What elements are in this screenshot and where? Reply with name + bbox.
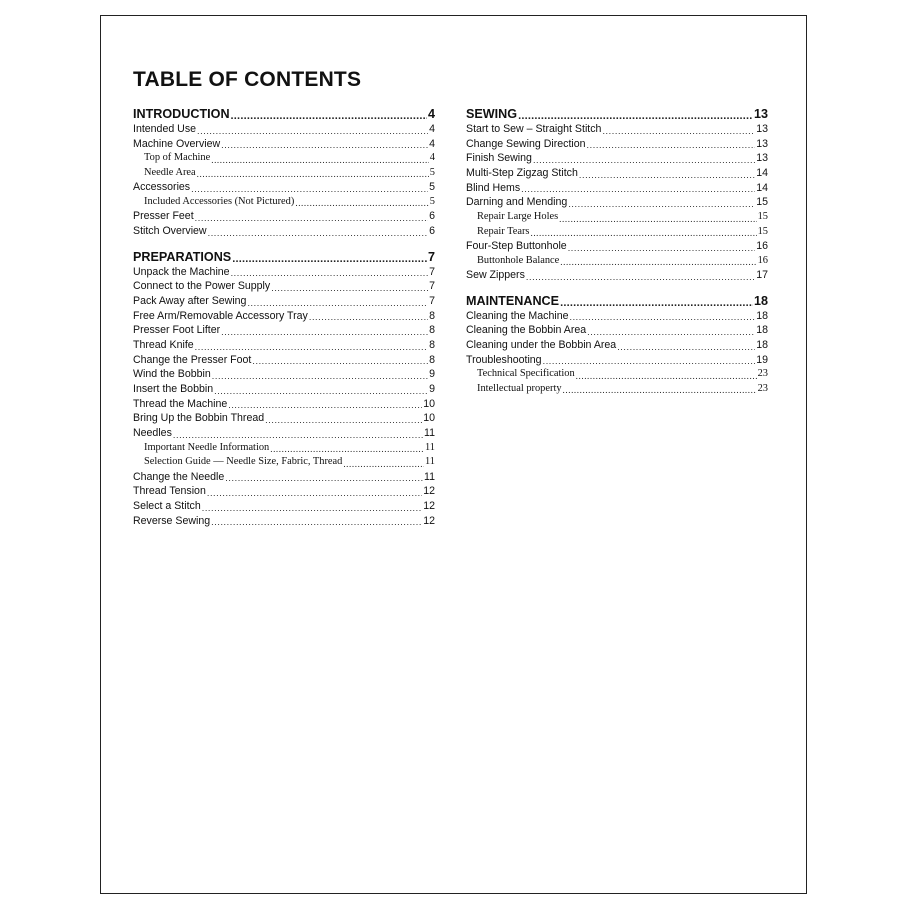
toc-page-number: 12 — [423, 500, 435, 512]
toc-page-number: 9 — [429, 368, 435, 381]
toc-entry-title: Troubleshooting — [466, 353, 542, 366]
toc-page-number: 9 — [429, 383, 435, 396]
toc-entry-title: Multi-Step Zigzag Stitch — [466, 167, 578, 180]
dot-leader — [225, 473, 423, 484]
toc-entry[interactable] — [466, 309, 768, 324]
toc-page-number: 15 — [757, 225, 768, 237]
toc-subentry[interactable] — [133, 441, 435, 455]
toc-entry-title: Presser Feet — [133, 210, 194, 223]
toc-entry[interactable] — [133, 265, 435, 280]
toc-page-number: 17 — [756, 268, 768, 281]
dot-leader — [212, 371, 428, 382]
toc-page-number: 12 — [423, 485, 435, 498]
toc-entry-title: Technical Specification — [477, 368, 575, 380]
dot-leader — [530, 228, 756, 239]
dot-leader — [247, 298, 428, 309]
dot-leader — [252, 356, 428, 367]
dot-leader — [563, 385, 757, 396]
toc-entry[interactable] — [466, 338, 768, 353]
toc-entry-title: Cleaning under the Bobbin Area — [466, 339, 617, 352]
dot-leader — [202, 503, 422, 514]
dot-leader — [270, 444, 424, 455]
toc-entry-title: Free Arm/Removable Accessory Tray — [133, 309, 308, 322]
toc-entry-title: Machine Overview — [133, 137, 221, 150]
dot-leader — [214, 386, 428, 397]
toc-entry-title: SEWING — [466, 107, 518, 121]
toc-page-number: 23 — [757, 382, 768, 394]
dot-leader — [560, 297, 753, 309]
toc-entry-title: Wind the Bobbin — [133, 368, 211, 381]
toc-column-right — [466, 106, 768, 406]
dot-leader — [295, 198, 428, 209]
toc-entry[interactable] — [133, 367, 435, 382]
toc-entry-title: Thread Knife — [133, 339, 194, 352]
toc-entry[interactable] — [466, 137, 768, 152]
toc-entry[interactable] — [466, 151, 768, 166]
toc-page-number: 14 — [756, 181, 768, 194]
toc-entry[interactable] — [133, 397, 435, 412]
toc-entry-title: Presser Foot Lifter — [133, 324, 221, 337]
toc-page-number: 10 — [423, 397, 435, 410]
dot-leader — [309, 312, 428, 323]
toc-page-number: 16 — [756, 239, 768, 252]
toc-column-left — [133, 106, 435, 538]
toc-entry-title: Finish Sewing — [466, 152, 532, 165]
toc-entry[interactable] — [466, 323, 768, 338]
dot-leader — [576, 371, 757, 382]
dot-leader — [191, 184, 428, 195]
toc-entry-title: PREPARATIONS — [133, 249, 232, 264]
toc-entry-title: Cleaning the Bobbin Area — [466, 324, 587, 337]
toc-subentry[interactable] — [133, 151, 435, 165]
toc-entry-title: Connect to the Power Supply — [133, 280, 271, 293]
toc-page-number: 5 — [429, 181, 435, 194]
toc-entry[interactable] — [133, 279, 435, 294]
toc-page-number: 11 — [424, 427, 435, 440]
toc-page-number: 7 — [427, 249, 435, 264]
dot-leader — [221, 140, 428, 151]
toc-entry-title: Start to Sew – Straight Stitch — [466, 122, 602, 135]
toc-entry-title: Darning and Mending — [466, 196, 568, 209]
toc-entry[interactable] — [133, 224, 435, 239]
toc-entry-title: Reverse Sewing — [133, 514, 211, 527]
dot-leader — [521, 184, 755, 195]
page-title: TABLE OF CONTENTS — [133, 68, 362, 91]
toc-subentry[interactable] — [466, 382, 768, 396]
toc-entry-title: Top of Machine — [144, 152, 211, 164]
toc-entry-title: Important Needle Information — [144, 441, 270, 453]
toc-entry-title: Needle Area — [144, 166, 196, 178]
toc-entry-title: Buttonhole Balance — [477, 254, 560, 266]
toc-entry[interactable] — [133, 122, 435, 137]
toc-entry[interactable] — [133, 294, 435, 309]
dot-leader — [518, 110, 753, 122]
dot-leader — [560, 257, 756, 268]
toc-entry[interactable] — [466, 122, 768, 137]
toc-page-number: 6 — [429, 224, 435, 237]
dot-leader — [231, 268, 429, 279]
dot-leader — [533, 155, 755, 166]
dot-leader — [568, 199, 755, 210]
toc-subentry[interactable] — [466, 254, 768, 268]
dot-leader — [602, 126, 755, 137]
toc-page-number: 15 — [756, 196, 768, 209]
dot-leader — [569, 312, 755, 323]
toc-page-number: 4 — [429, 137, 435, 150]
toc-page-number: 5 — [429, 195, 435, 207]
toc-page-number: 4 — [429, 122, 435, 135]
dot-leader — [559, 214, 756, 225]
toc-entry-title: Select a Stitch — [133, 500, 201, 512]
toc-entry-title: Selection Guide — Needle Size, Fabric, Thread — [144, 456, 343, 468]
toc-entry[interactable] — [133, 309, 435, 324]
toc-entry-title: MAINTENANCE — [466, 293, 560, 308]
toc-entry[interactable] — [133, 382, 435, 397]
toc-entry-title: Bring Up the Bobbin Thread — [133, 412, 265, 425]
toc-entry-title: Intellectual property — [477, 382, 562, 394]
toc-page-number: 14 — [756, 167, 768, 180]
dot-leader — [195, 213, 428, 224]
dot-leader — [271, 283, 428, 294]
toc-entry[interactable] — [133, 499, 435, 514]
toc-section — [466, 106, 768, 283]
toc-page-number: 4 — [429, 152, 435, 164]
toc-entry-title: Intended Use — [133, 122, 197, 135]
toc-page-number: 8 — [429, 324, 435, 337]
dot-leader — [526, 272, 755, 283]
dot-leader — [173, 430, 423, 441]
toc-subentry[interactable] — [133, 166, 435, 180]
dot-leader — [221, 327, 428, 338]
toc-entry-title: Insert the Bobbin — [133, 383, 214, 396]
dot-leader — [587, 327, 755, 338]
toc-entry[interactable] — [466, 166, 768, 181]
toc-entry-title: Change Sewing Direction — [466, 137, 586, 150]
dot-leader — [228, 400, 422, 411]
dot-leader — [265, 415, 422, 426]
dot-leader — [231, 110, 427, 122]
dot-leader — [197, 126, 428, 137]
toc-section — [466, 293, 768, 397]
toc-page-number: 11 — [424, 441, 435, 453]
toc-entry-title: Repair Large Holes — [477, 211, 559, 223]
toc-page-number: 6 — [429, 210, 435, 223]
toc-section-heading[interactable] — [466, 106, 768, 122]
toc-page-number: 7 — [429, 265, 435, 278]
toc-entry-title: Sew Zippers — [466, 268, 525, 281]
toc-page-number: 18 — [753, 293, 768, 308]
toc-entry[interactable] — [133, 338, 435, 353]
toc-subentry[interactable] — [133, 195, 435, 209]
toc-subentry[interactable] — [466, 210, 768, 224]
toc-page-number: 7 — [429, 280, 435, 293]
toc-entry[interactable] — [133, 180, 435, 195]
toc-page-number: 13 — [756, 137, 768, 150]
toc-entry[interactable] — [133, 353, 435, 368]
dot-leader — [579, 170, 755, 181]
toc-subentry[interactable] — [133, 455, 435, 469]
toc-entry-title: Accessories — [133, 181, 191, 194]
toc-page-number: 8 — [429, 309, 435, 322]
dot-leader — [211, 155, 429, 166]
toc-section — [133, 106, 435, 239]
toc-section-heading[interactable] — [133, 249, 435, 265]
dot-leader — [208, 228, 429, 239]
toc-page-number: 18 — [756, 324, 768, 337]
toc-page-number: 13 — [756, 152, 768, 165]
toc-entry-title: Change the Needle — [133, 470, 225, 483]
dot-leader — [207, 488, 422, 499]
toc-page-number: 13 — [753, 107, 768, 121]
toc-entry[interactable] — [133, 209, 435, 224]
toc-section-heading[interactable] — [133, 106, 435, 122]
toc-entry-title: Included Accessories (Not Pictured) — [144, 195, 295, 207]
dot-leader — [197, 169, 429, 180]
toc-entry[interactable] — [466, 268, 768, 283]
dot-leader — [543, 356, 756, 367]
toc-entry[interactable] — [133, 514, 435, 529]
toc-page-number: 19 — [756, 353, 768, 366]
dot-leader — [587, 140, 756, 151]
toc-entry-title: Pack Away after Sewing — [133, 294, 247, 307]
toc-page-number: 4 — [427, 107, 435, 121]
toc-subentry[interactable] — [466, 367, 768, 381]
toc-section-heading[interactable] — [466, 293, 768, 309]
toc-page-number: 11 — [424, 456, 435, 468]
toc-entry-title: Cleaning the Machine — [466, 309, 569, 322]
toc-entry-title: Needles — [133, 427, 172, 440]
toc-subentry[interactable] — [466, 225, 768, 239]
toc-entry[interactable] — [133, 470, 435, 485]
toc-entry-title: Repair Tears — [477, 225, 530, 237]
toc-page-number: 12 — [423, 514, 435, 527]
dot-leader — [617, 342, 755, 353]
toc-entry[interactable] — [133, 426, 435, 441]
toc-page-number: 18 — [756, 309, 768, 322]
toc-page-number: 7 — [429, 294, 435, 307]
document-page — [100, 15, 807, 894]
toc-entry[interactable] — [466, 195, 768, 210]
toc-entry[interactable] — [133, 484, 435, 499]
toc-page-number: 8 — [429, 339, 435, 352]
toc-entry[interactable] — [133, 323, 435, 338]
toc-entry[interactable] — [133, 411, 435, 426]
toc-entry-title: Unpack the Machine — [133, 265, 230, 278]
toc-entry[interactable] — [466, 353, 768, 368]
toc-entry-title: Four-Step Buttonhole — [466, 239, 567, 252]
toc-entry-title: Stitch Overview — [133, 224, 207, 237]
toc-entry[interactable] — [466, 239, 768, 254]
toc-page-number: 18 — [756, 339, 768, 352]
toc-page-number: 13 — [756, 122, 768, 135]
toc-entry[interactable] — [466, 181, 768, 196]
toc-page-number: 8 — [429, 353, 435, 366]
toc-page-number: 10 — [423, 412, 435, 425]
toc-entry-title: INTRODUCTION — [133, 107, 230, 121]
toc-entry-title: Thread Tension — [133, 485, 206, 498]
toc-entry-title: Blind Hems — [466, 181, 521, 194]
toc-entry[interactable] — [133, 137, 435, 152]
toc-page-number: 5 — [429, 166, 435, 178]
toc-page-number: 15 — [757, 211, 768, 223]
toc-entry-title: Change the Presser Foot — [133, 353, 252, 366]
toc-page-number: 23 — [757, 368, 768, 380]
toc-entry-title: Thread the Machine — [133, 397, 228, 410]
toc-section — [133, 249, 435, 529]
toc-page-number: 11 — [424, 470, 435, 483]
dot-leader — [568, 243, 756, 254]
dot-leader — [211, 517, 422, 528]
dot-leader — [343, 459, 424, 470]
dot-leader — [232, 253, 427, 265]
toc-page-number: 16 — [757, 254, 768, 266]
dot-leader — [195, 342, 428, 353]
